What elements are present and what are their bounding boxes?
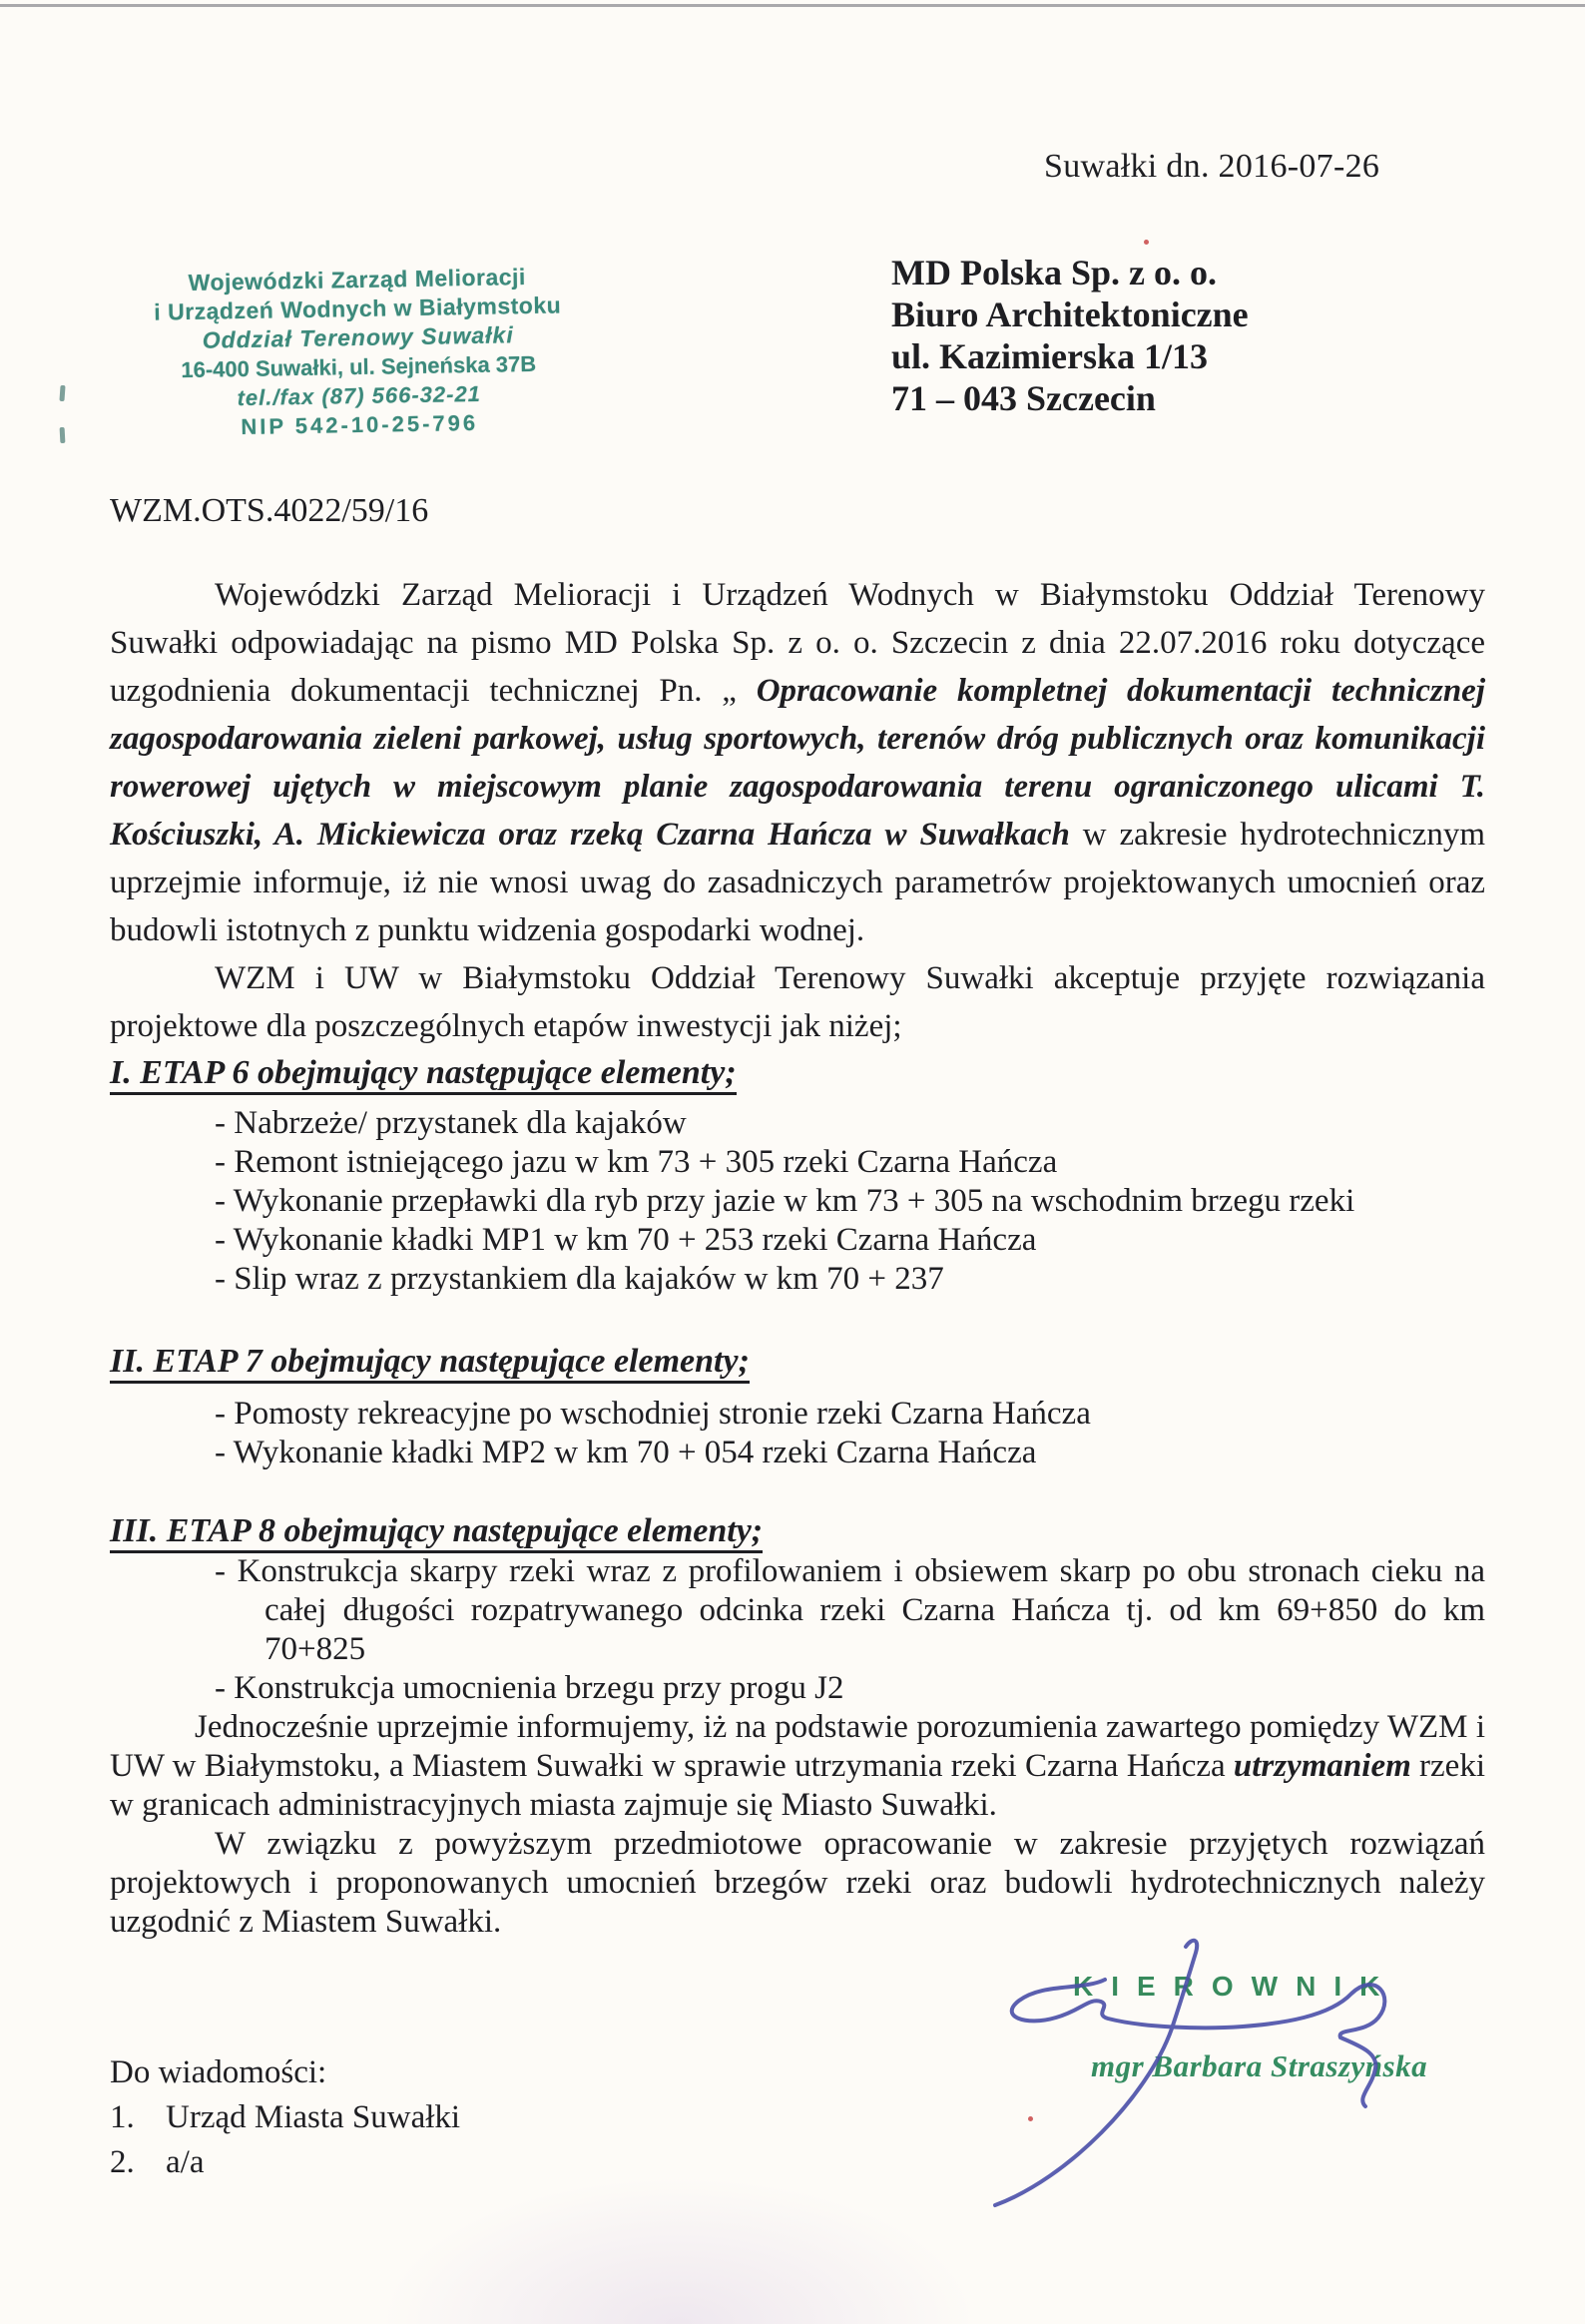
cc-block — [110, 2050, 460, 2185]
cc-item-text: a/a — [166, 2144, 205, 2180]
sender-stamp-line: Oddział Terenowy Suwałki — [202, 321, 514, 353]
cc-item — [110, 2140, 460, 2185]
list-item: - Wykonanie kładki MP2 w km 70 + 054 rzeki Czarna Hańcza — [215, 1435, 1037, 1470]
recipient-block — [891, 252, 1249, 419]
recipient-line: Biuro Architektoniczne — [891, 294, 1249, 334]
paragraph-1-title: Opracowanie kompletnej dokumentacji technicznej zagospodarowania zieleni parkowej, usług sportowych, terenów dróg publicznych oraz komunikacji rowerowej ujętych w miejscowym planie zagospodarowania terenu ograniczonego ulicami T. Kościuszki, A. Mickiewicza oraz rzeką Czarna Hańcza w Suwałkach — [110, 673, 1485, 853]
cc-item-number: 1. — [110, 2099, 135, 2135]
recipient-line: MD Polska Sp. z o. o. — [891, 253, 1218, 292]
sender-stamp-line: tel./fax (87) 566-32-21 — [237, 380, 482, 411]
etap-6-list — [110, 1104, 1485, 1299]
list-item: - Konstrukcja skarpy rzeki wraz z profilowaniem i obsiewem skarp po obu stronach cieku na całej długości rozpatrywanego odcinka rzeki Czarna Hańcza tj. od km 69+850 do km 70+825 — [215, 1553, 1485, 1667]
signature-title-stamp: KIEROWNIK — [1073, 1971, 1398, 2002]
paragraph-3-normal: Jednocześnie uprzejmie informujemy, iż na podstawie porozumienia zawartego pomiędzy WZM i UW w Białymstoku, a Miastem Suwałki w sprawie utrzymania rzeki Czarna Hańcza — [110, 1709, 1485, 1784]
paragraph-3 — [110, 1708, 1485, 1825]
section-heading-etap-6: I. ETAP 6 obejmujący następujące elementy; — [110, 1052, 1485, 1094]
paragraph-1-normal: w zakresie hydrotechnicznym uprzejmie informuje, iż nie wnosi uwag do zasadniczych parametrów projektowanych umocnień oraz budowli istotnych z punktu widzenia gospodarki wodnej. — [110, 817, 1485, 948]
handwritten-signature — [938, 1917, 1417, 2316]
scan-artifact-tick — [59, 385, 65, 401]
letter-body — [110, 491, 1485, 1942]
sender-stamp — [103, 262, 615, 444]
section-heading-etap-8: III. ETAP 8 obejmujący następujące elementy; — [110, 1510, 1485, 1552]
list-item: - Pomosty rekreacyjne po wschodniej stronie rzeki Czarna Hańcza — [215, 1396, 1091, 1432]
list-item: - Nabrzeże/ przystanek dla kajaków — [215, 1105, 687, 1141]
signature-stroke — [1012, 1980, 1385, 2106]
reference-number: WZM.OTS.4022/59/16 — [110, 492, 429, 529]
paragraph-3-normal: rzeki w granicach administracyjnych miasta zajmuje się Miasto Suwałki. — [110, 1748, 1485, 1823]
cc-item-text: Urząd Miasta Suwałki — [166, 2099, 461, 2135]
paragraph-1 — [110, 571, 1485, 954]
cc-item — [110, 2095, 460, 2140]
recipient-line: ul. Kazimierska 1/13 — [891, 336, 1208, 376]
sender-stamp-line: 16-400 Suwałki, ul. Sejneńska 37B — [181, 350, 537, 383]
cc-label: Do wiadomości: — [110, 2054, 327, 2090]
scan-artifact-tick — [60, 427, 66, 443]
list-item: - Remont istniejącego jazu w km 73 + 305 rzeki Czarna Hańcza — [215, 1144, 1058, 1180]
paragraph-2: WZM i UW w Białymstoku Oddział Terenowy Suwałki akceptuje przyjęte rozwiązania projektowe dla poszczególnych etapów inwestycji jak niżej; — [110, 960, 1485, 1044]
paragraph-4: W związku z powyższym przedmiotowe opracowanie w zakresie przyjętych rozwiązań projektowych i proponowanych umocnień brzegów rzeki oraz budowli hydrotechnicznych należy uzgodnić z Miastem Suwałki. — [110, 1826, 1485, 1940]
signature-stroke — [995, 1941, 1197, 2205]
list-item: - Konstrukcja umocnienia brzegu przy progu J2 — [215, 1670, 844, 1706]
recipient-line: 71 – 043 Szczecin — [891, 378, 1156, 418]
paragraph-3-emphasis: utrzymaniem — [1233, 1748, 1411, 1784]
signature-name-stamp: mgr Barbara Straszyńska — [1091, 2048, 1428, 2083]
list-item: - Wykonanie przepławki dla ryb przy jazie w km 73 + 305 na wschodnim brzegu rzeki — [215, 1183, 1355, 1219]
list-item: - Slip wraz z przystankiem dla kajaków w km 70 + 237 — [215, 1261, 944, 1297]
etap-7-list — [110, 1395, 1485, 1472]
sender-stamp-line: NIP 542-10-25-796 — [241, 409, 479, 440]
cc-item-number: 2. — [110, 2144, 135, 2180]
paragraph-1-normal: Wojewódzki Zarząd Melioracji i Urządzeń Wodnych w Białymstoku Oddział Terenowy Suwałki odpowiadając na pismo MD Polska Sp. z o. o. Szczecin z dnia 22.07.2016 roku dotyczące uzgodnienia dokumentacji technicznej Pn. „ — [110, 577, 1485, 709]
sender-stamp-line: i Urządzeń Wodnych w Białymstoku — [154, 291, 562, 325]
etap-8-list — [110, 1552, 1485, 1708]
date-line: Suwałki dn. 2016-07-26 — [1044, 148, 1380, 185]
scan-artifact-smudge — [379, 2176, 978, 2324]
section-heading-etap-7: II. ETAP 7 obejmujący następujące elementy; — [110, 1341, 1485, 1383]
list-item: - Wykonanie kładki MP1 w km 70 + 253 rzeki Czarna Hańcza — [215, 1222, 1037, 1258]
scan-artifact-top-line — [0, 4, 1585, 7]
sender-stamp-line: Wojewódzki Zarząd Melioracji — [188, 264, 527, 295]
scan-artifact-speck — [1144, 240, 1149, 245]
scan-artifact-speck — [1028, 2116, 1033, 2121]
